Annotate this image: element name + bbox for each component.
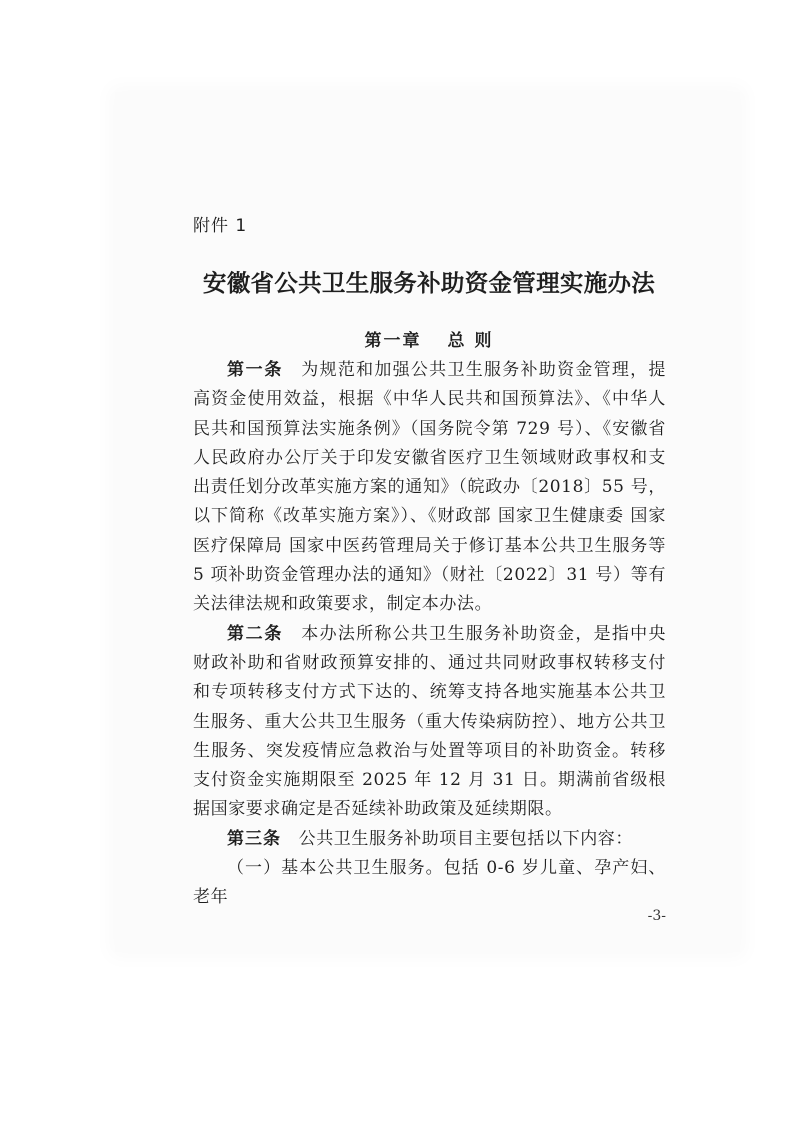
article-1 (193, 356, 666, 620)
article-3-item-1: （一）基本公共卫生服务。包括 0-6 岁儿童、孕产妇、老年 (193, 858, 666, 908)
article-label: 第一条 (227, 360, 284, 380)
article-text: 为规范和加强公共卫生服务补助资金管理，提高资金使用效益，根据《中华人民共和国预算法》、《中华人民共和国预算法实施条例》（国务院令第 729 号）、《安徽省人民政府办公厅关于印发安徽省医疗卫生领域财政事权和支出责任划分改革实施方案的通知》（皖政办〔2018〕55 号，以下简称《改革实施方案》）、《财政部 国家卫生健康委 国家医疗保障局 国家中医药管理局关于修订基本公共卫生服务等 5 项补助资金管理办法的通知》（财社〔2022〕31 号）等有关法律法规和政策要求，制定本办法。 (193, 360, 667, 615)
attachment-label: 附件 1 (193, 216, 248, 236)
article-text: 本办法所称公共卫生服务补助资金，是指中央财政补助和省财政预算安排的、通过共同财政事权转移支付和专项转移支付方式下达的、统筹支持各地实施基本公共卫生服务、重大公共卫生服务（重大传染病防控）、地方公共卫生服务、突发疫情应急救治与处置等项目的补助资金。转移支付资金实施期限至 2025 年 12 月 31 日。期满前省级根据国家要求确定是否延续补助政策及延续期限。 (193, 623, 667, 820)
document-body (193, 356, 666, 913)
chapter-name: 总 则 (447, 331, 494, 351)
article-label: 第二条 (227, 623, 284, 644)
document-title: 安徽省公共卫生服务补助资金管理实施办法 (202, 269, 656, 297)
chapter-number: 第一章 (364, 331, 422, 351)
article-label: 第三条 (227, 828, 281, 849)
article-2 (193, 620, 666, 825)
article-3 (193, 825, 666, 854)
page-number: -3- (647, 908, 666, 924)
article-text: 公共卫生服务补助项目主要包括以下内容： (298, 828, 634, 849)
chapter-heading (193, 328, 665, 354)
